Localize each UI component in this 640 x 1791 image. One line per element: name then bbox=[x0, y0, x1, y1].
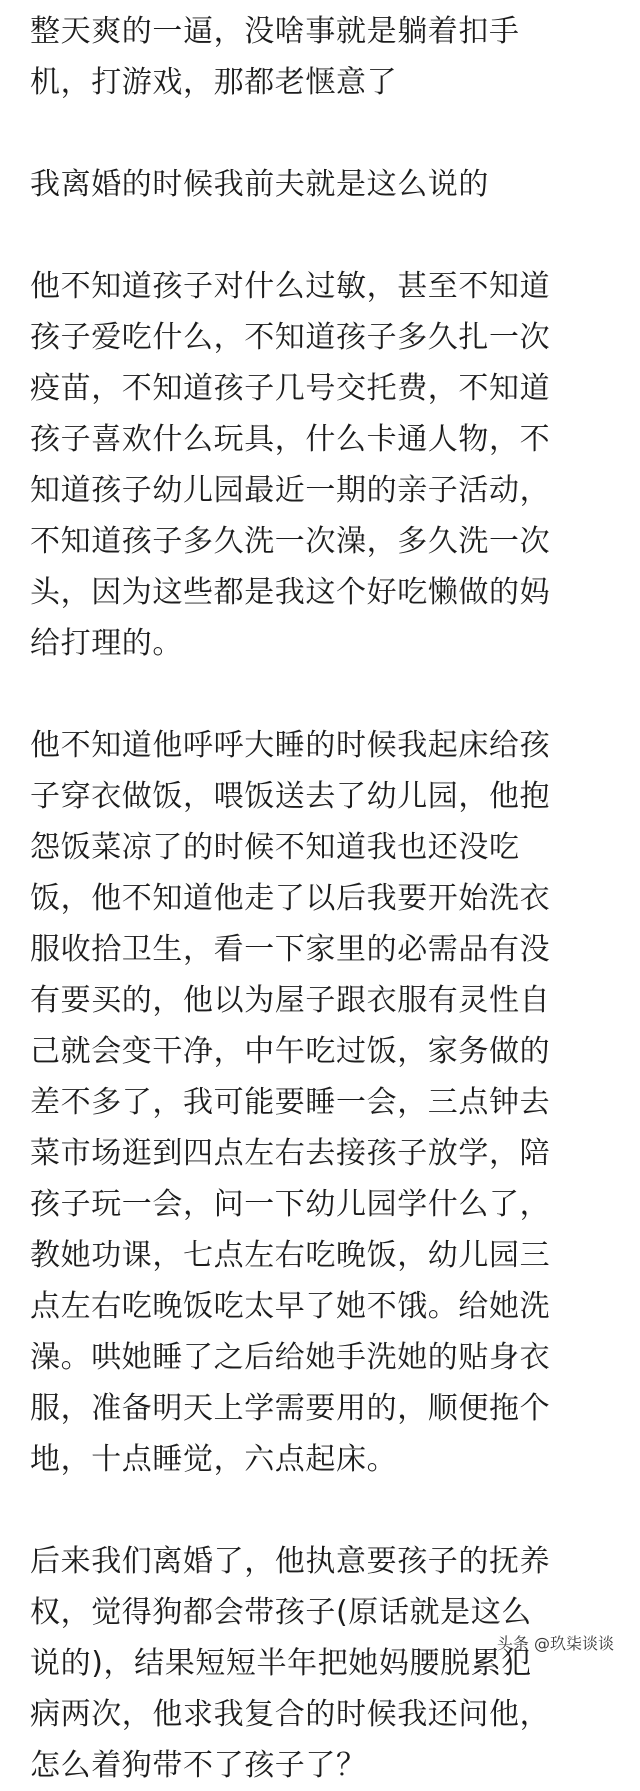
paragraph bbox=[30, 159, 610, 210]
text-line: 差不多了，我可能要睡一会，三点钟去 bbox=[30, 1085, 551, 1120]
text-line: 澡。哄她睡了之后给她手洗她的贴身衣 bbox=[30, 1340, 551, 1375]
text-line: 他不知道孩子对什么过敏，甚至不知道 bbox=[30, 269, 551, 304]
text-line: 己就会变干净，中午吃过饭，家务做的 bbox=[30, 1034, 551, 1069]
text-line: 饭，他不知道他走了以后我要开始洗衣 bbox=[30, 881, 551, 916]
text-line: 孩子爱吃什么，不知道孩子多久扎一次 bbox=[30, 320, 551, 355]
text-line: 权，觉得狗都会带孩子(原话就是这么 bbox=[30, 1595, 532, 1630]
text-line: 教她功课，七点左右吃晚饭，幼儿园三 bbox=[30, 1238, 551, 1273]
text-line: 服收拾卫生，看一下家里的必需品有没 bbox=[30, 932, 551, 967]
paragraph-gap bbox=[30, 210, 610, 261]
text-line: 整天爽的一逼，没啥事就是躺着扣手 bbox=[30, 14, 520, 49]
paragraph-gap bbox=[30, 669, 610, 720]
text-line: 怨饭菜凉了的时候不知道我也还没吃 bbox=[30, 830, 520, 865]
source-watermark: 头条 @玖柒谈谈 bbox=[496, 1634, 614, 1653]
text-line: 机，打游戏，那都老惬意了 bbox=[30, 65, 398, 100]
text-line: 孩子喜欢什么玩具，什么卡通人物，不 bbox=[30, 422, 551, 457]
text-line: 菜市场逛到四点左右去接孩子放学，陪 bbox=[30, 1136, 551, 1171]
paragraph bbox=[30, 6, 610, 108]
text-line: 头，因为这些都是我这个好吃懒做的妈 bbox=[30, 575, 551, 610]
text-line: 服，准备明天上学需要用的，顺便拖个 bbox=[30, 1391, 551, 1426]
text-line: 给打理的。 bbox=[30, 626, 183, 661]
text-line: 地，十点睡觉，六点起床。 bbox=[30, 1442, 398, 1477]
paragraph bbox=[30, 720, 610, 1485]
paragraph-gap bbox=[30, 108, 610, 159]
article-body bbox=[30, 6, 610, 1791]
paragraph bbox=[30, 261, 610, 669]
text-line: 后来我们离婚了，他执意要孩子的抚养 bbox=[30, 1544, 551, 1579]
text-line: 病两次，他求我复合的时候我还问他， bbox=[30, 1697, 551, 1732]
text-line: 说的)，结果短短半年把她妈腰脱累犯 bbox=[30, 1646, 532, 1681]
text-line: 点左右吃晚饭吃太早了她不饿。给她洗 bbox=[30, 1289, 551, 1324]
text-line: 不知道孩子多久洗一次澡，多久洗一次 bbox=[30, 524, 551, 559]
text-line: 疫苗，不知道孩子几号交托费，不知道 bbox=[30, 371, 551, 406]
text-line: 怎么着狗带不了孩子了？ bbox=[30, 1748, 367, 1783]
text-line: 我离婚的时候我前夫就是这么说的 bbox=[30, 167, 489, 202]
text-line: 孩子玩一会，问一下幼儿园学什么了， bbox=[30, 1187, 551, 1222]
text-line: 有要买的，他以为屋子跟衣服有灵性自 bbox=[30, 983, 551, 1018]
paragraph bbox=[30, 1536, 610, 1791]
text-line: 子穿衣做饭，喂饭送去了幼儿园，他抱 bbox=[30, 779, 551, 814]
text-line: 知道孩子幼儿园最近一期的亲子活动， bbox=[30, 473, 551, 508]
text-line: 他不知道他呼呼大睡的时候我起床给孩 bbox=[30, 728, 551, 763]
paragraph-gap bbox=[30, 1485, 610, 1536]
